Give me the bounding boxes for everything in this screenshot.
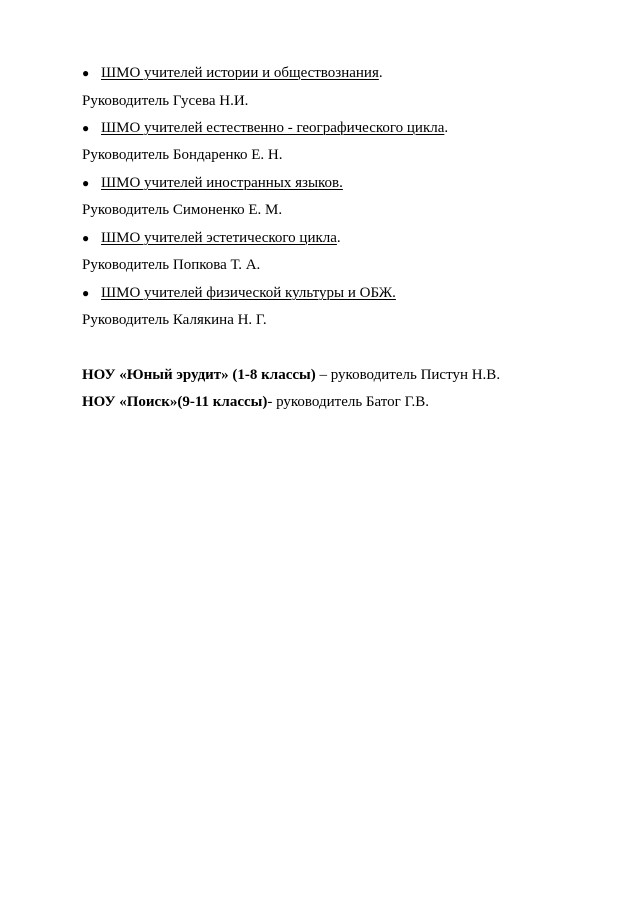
punctuation: . [444, 120, 449, 136]
nou-leader: – руководитель Пистун Н.В. [315, 367, 501, 383]
shmo-link[interactable]: ШМО учителей эстетического цикла [101, 230, 337, 246]
list-item [82, 228, 341, 248]
list-item [82, 173, 343, 193]
leader-line: Руководитель Бондаренко Е. Н. [82, 147, 283, 163]
bullet-icon: ● [82, 231, 90, 245]
shmo-link[interactable]: ШМО учителей иностранных языков. [101, 175, 343, 191]
bullet-icon: ● [82, 121, 90, 135]
bullet-icon: ● [82, 286, 90, 300]
shmo-link[interactable]: ШМО учителей истории и обществознания [101, 65, 379, 81]
shmo-link[interactable]: ШМО учителей естественно - географического цикла [101, 120, 445, 136]
leader-line: Руководитель Симоненко Е. М. [82, 202, 283, 218]
nou-name: НОУ «Поиск»(9-11 классы) [82, 394, 268, 410]
nou-name: НОУ «Юный эрудит» (1-8 классы) [82, 367, 316, 383]
nou-line [82, 392, 429, 412]
leader-line: Руководитель Попкова Т. А. [82, 257, 261, 273]
list-item [82, 63, 383, 83]
leader-line: Руководитель Калякина Н. Г. [82, 312, 267, 328]
punctuation: . [378, 65, 383, 81]
list-item [82, 118, 448, 138]
punctuation: . [336, 230, 341, 246]
leader-line: Руководитель Гусева Н.И. [82, 93, 249, 109]
list-item [82, 283, 396, 303]
nou-leader: - руководитель Батог Г.В. [267, 394, 430, 410]
shmo-link[interactable]: ШМО учителей физической культуры и ОБЖ. [101, 285, 396, 301]
bullet-icon: ● [82, 66, 90, 80]
bullet-icon: ● [82, 176, 90, 190]
nou-line [82, 365, 500, 385]
